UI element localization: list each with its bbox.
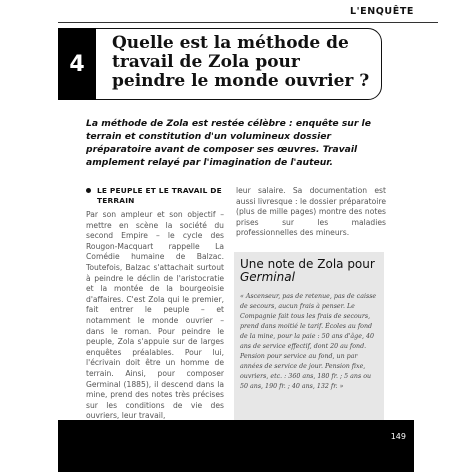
right-column bbox=[236, 186, 386, 239]
note-title-work: Germinal bbox=[240, 270, 295, 284]
section-heading-text: LE PEUPLE ET LE TRAVAIL DE TERRAIN bbox=[97, 186, 222, 205]
note-body-text: « Ascenseur, pas de retenue, pas de caisse de secours, aucun frais à penser. Le Compagnie fait tous les frais de secours, prend dans moitié le tarif. Écoles au fond de la mine, pour la paie : 50 ans d'âge, 40 ans de service effectif, dont 20 au fond. Pension pour service au fond, un par années de service de jour. Pension fixe, ouvriers, etc. : 360 ans, 180 fr. ; 5 ans ou 50 ans, 190 fr. ; 40 ans, 132 fr. » bbox=[240, 293, 377, 390]
note-title-prefix: Une note de Zola pour bbox=[240, 257, 375, 271]
section-body-text: Par son ampleur et son objectif – mettre en scène la société du second Empire – le cycle des Rougon-Macquart rappelle La Comédie humaine de Balzac. Toutefois, Balzac s'attachait surtout à peindre le déclin de l'aristocratie et la montée de la bourgeoisie d'affaires. C'est Zola qui le premier, fait entrer le peuple – et notamment le monde ouvrier – dans le roman. Pour peindre le peuple, Zola s'appuie sur de larges enquêtes préalables. Pour lui, l'écrivain doit être un homme de terrain. Ainsi, pour composer Germinal (1885), il descend dans la mine, prend des notes très précises sur les conditions de vie des ouvriers, leur travail, bbox=[86, 210, 224, 421]
intro-paragraph: La méthode de Zola est restée célèbre : enquête sur le terrain et constitution d'un volumineux dossier préparatoire avant de composer ses œuvres. Travail amplement relayé par l'imagination de l'auteur. bbox=[86, 118, 371, 168]
left-column bbox=[86, 186, 224, 422]
section-heading bbox=[86, 186, 224, 206]
footer-bar bbox=[58, 420, 414, 472]
chapter-number: 4 bbox=[58, 28, 96, 100]
section-header-label: L'ENQUÊTE bbox=[349, 6, 414, 17]
chapter-title: Quelle est la méthode de travail de Zola pour peindre le monde ouvrier ? bbox=[112, 33, 370, 91]
zola-note-box bbox=[234, 252, 384, 420]
right-column-text: leur salaire. Sa documentation est aussi livresque : le dossier préparatoire (plus de mille pages) montre des notes prises sur les maladies professionnelles des mineurs. bbox=[236, 186, 386, 238]
note-title bbox=[240, 258, 378, 284]
bullet-icon bbox=[86, 188, 91, 193]
header-divider bbox=[58, 22, 438, 23]
page-number: 149 bbox=[390, 432, 406, 441]
